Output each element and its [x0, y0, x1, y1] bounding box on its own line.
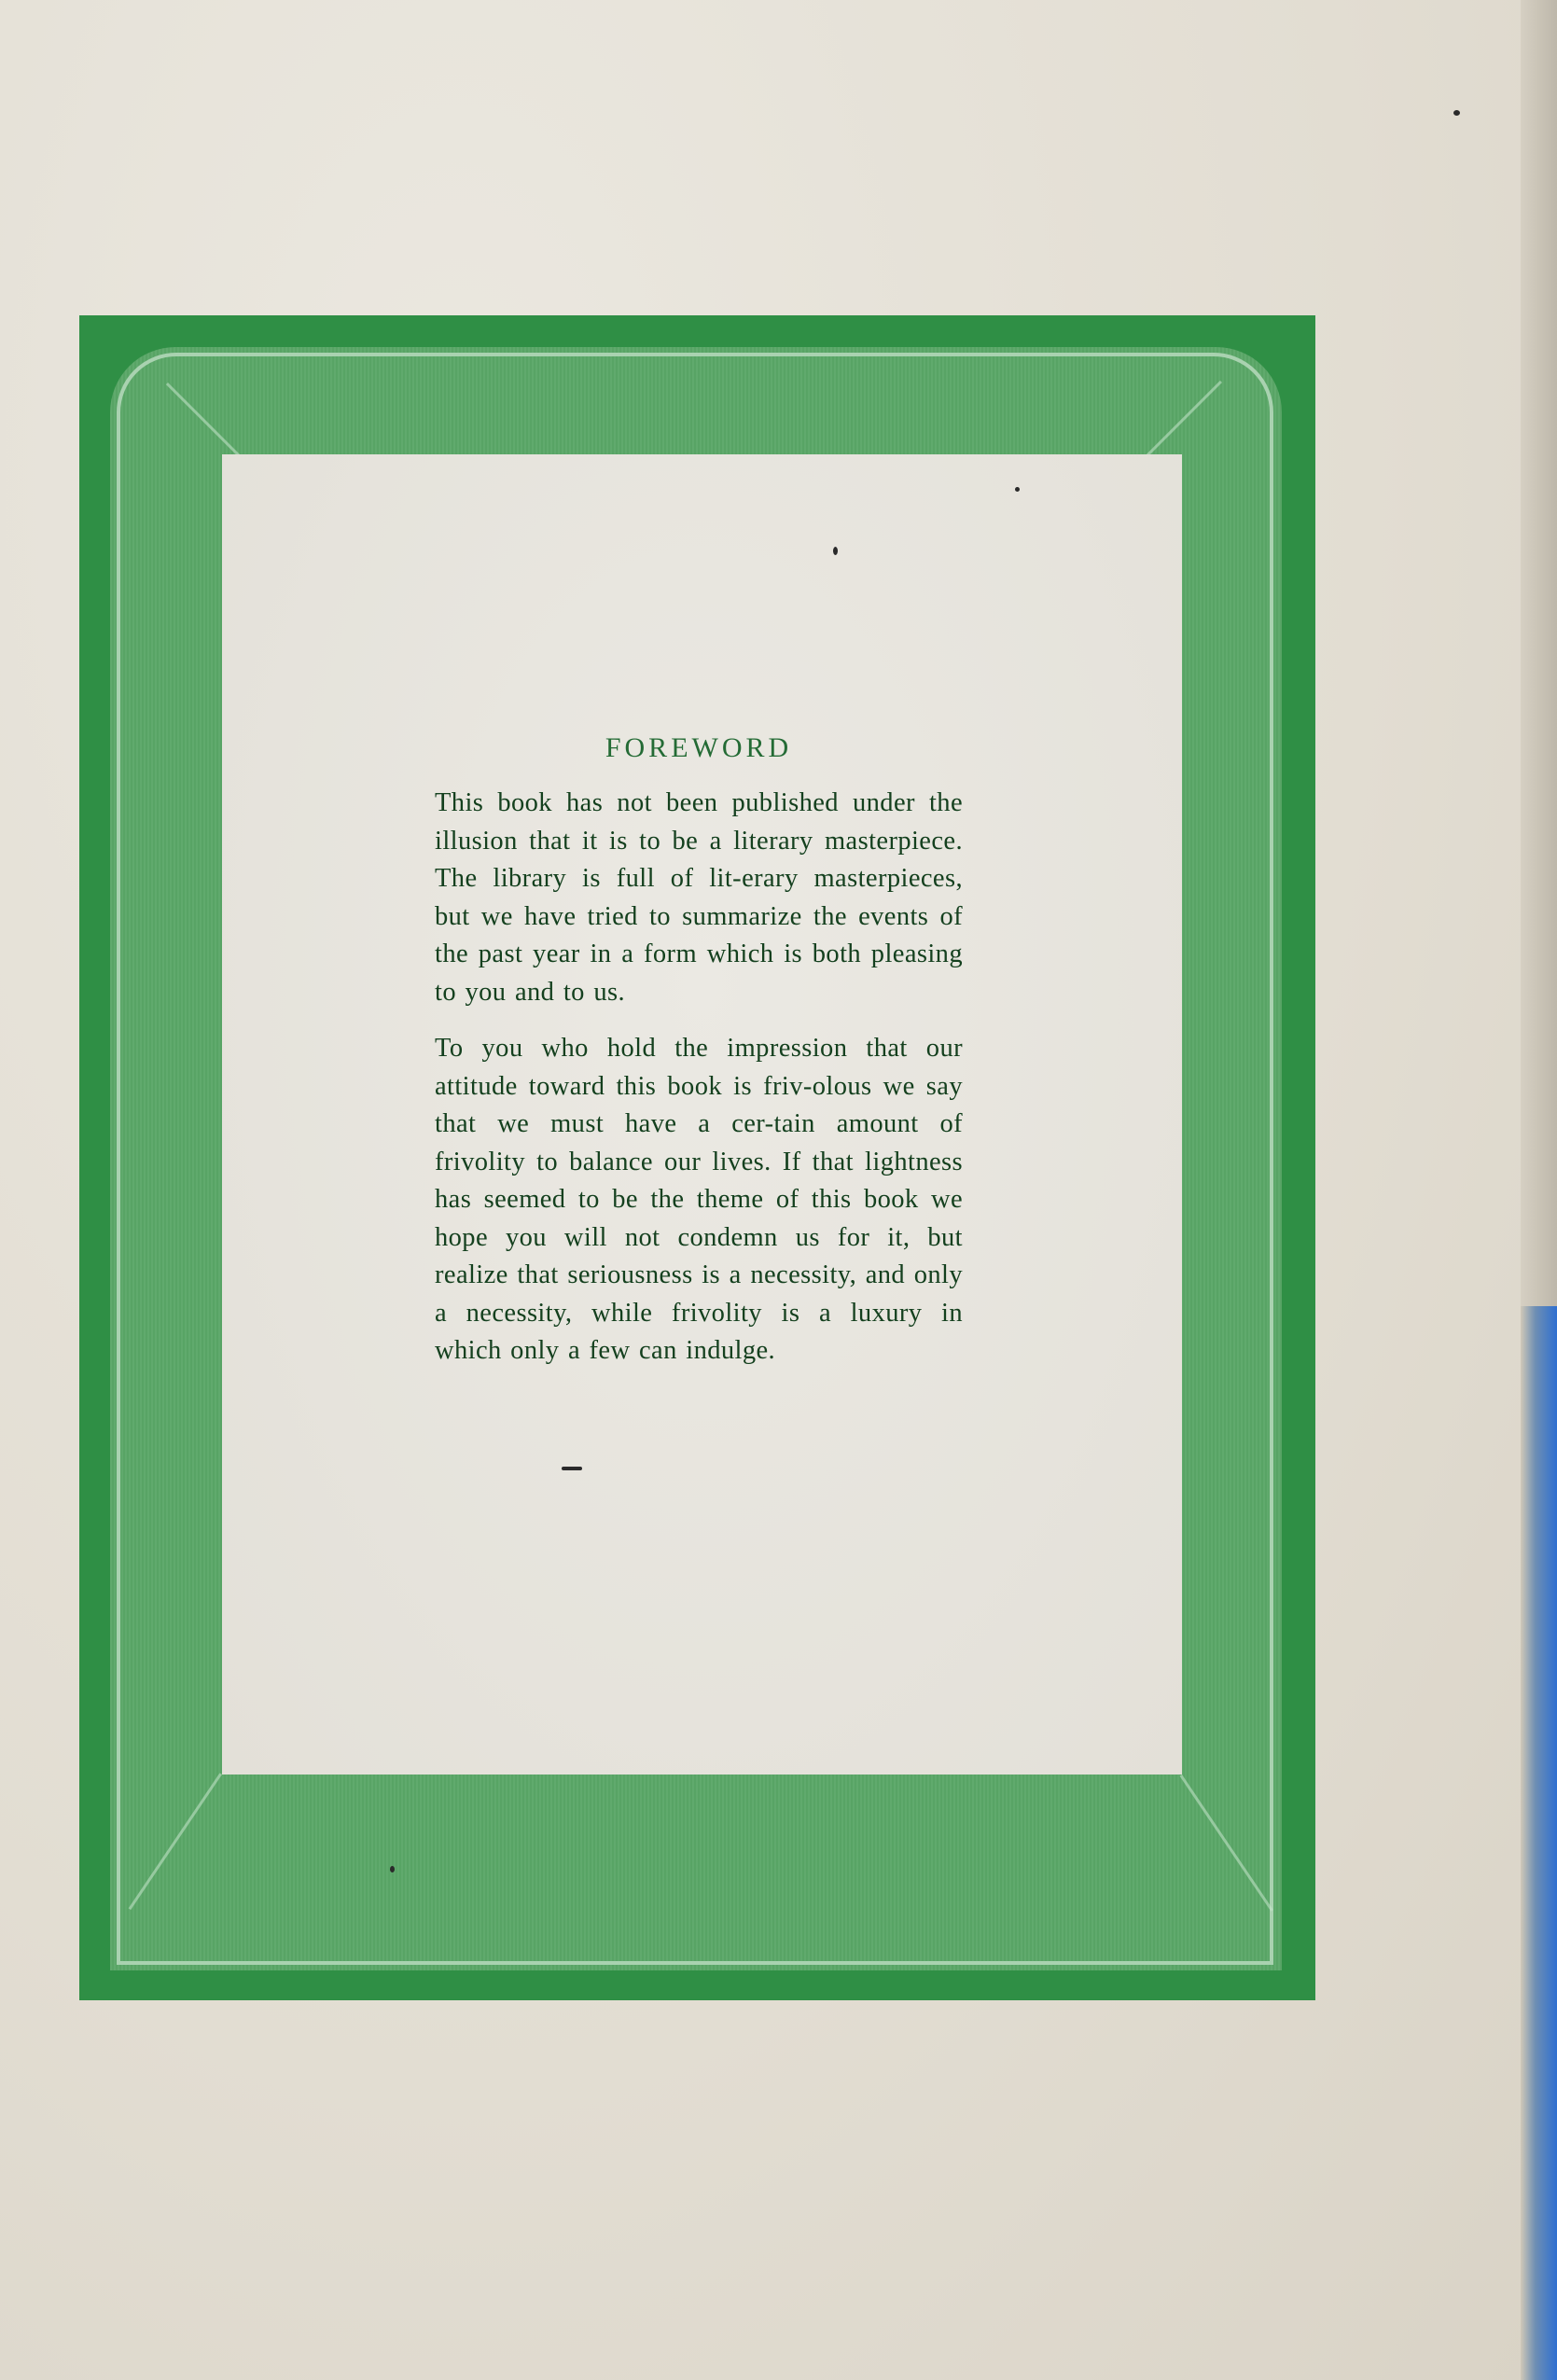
dust-speck: [562, 1467, 582, 1470]
foreword-paragraph-1: This book has not been published under the illusion that it is to be a literary masterpiece. The library is full of lit-erary masterpieces, but we have tried to summarize the events of the past year in a form which is both pleasing to you and to us.: [435, 788, 963, 1007]
page-edge-shadow: [1521, 0, 1557, 1306]
dust-speck: [1015, 487, 1020, 492]
dust-speck: [1453, 110, 1460, 116]
foreword-paragraph-2: To you who hold the impression that our attitude toward this book is friv-olous we say that we must have a cer-tain amount of frivolity to balance our lives. If that lightness has seemed to be the theme of this book we hope you will not condemn us for it, but realize that seriousness is a necessity, and only a necessity, while frivolity is a luxury in which only a few can indulge.: [435, 1034, 963, 1365]
dust-speck: [833, 547, 838, 555]
page-edge-background: [1521, 1306, 1557, 2380]
foreword-block: [435, 732, 963, 1389]
foreword-heading: FOREWORD: [605, 732, 793, 763]
dust-speck: [390, 1866, 395, 1872]
